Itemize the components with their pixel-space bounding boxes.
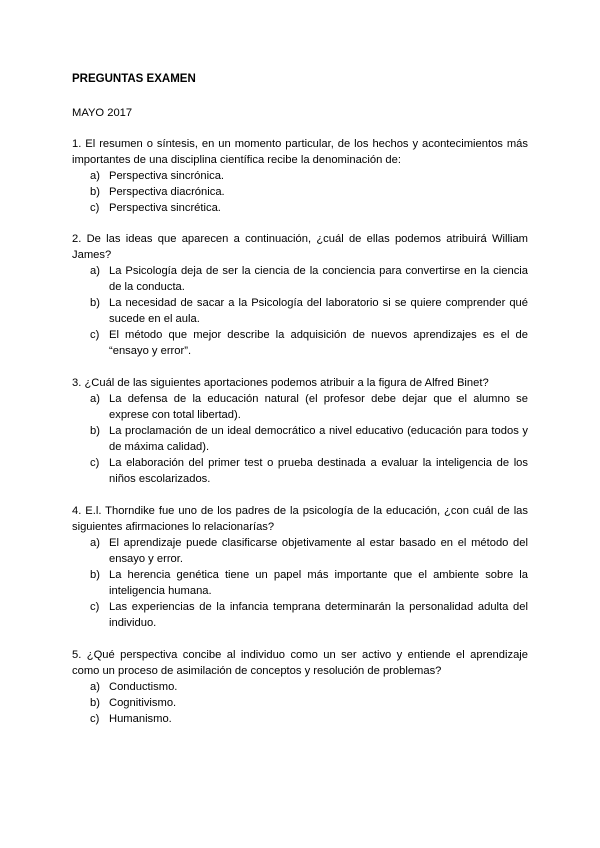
option-item <box>72 263 528 295</box>
option-letter: a) <box>90 265 100 277</box>
option-text: Las experiencias de la infancia temprana determinarán la personalidad adulta del individuo. <box>109 601 528 629</box>
question-2 <box>72 231 528 359</box>
option-item <box>72 679 528 695</box>
option-letter: c) <box>90 713 100 725</box>
option-text: Perspectiva sincrónica. <box>109 170 225 182</box>
question-text: 1. El resumen o síntesis, en un momento particular, de los hechos y acontecimientos más importantes de una disciplina científica recibe la denominación de: <box>72 138 528 166</box>
option-item <box>72 455 528 487</box>
option-list <box>72 263 528 359</box>
option-list <box>72 168 528 216</box>
option-text: Perspectiva diacrónica. <box>109 186 225 198</box>
option-letter: b) <box>90 425 100 437</box>
question-3 <box>72 375 528 487</box>
question-text: 3. ¿Cuál de las siguientes aportaciones podemos atribuir a la figura de Alfred Binet? <box>72 377 489 389</box>
option-letter: a) <box>90 393 100 405</box>
option-item <box>72 567 528 599</box>
option-letter: b) <box>90 297 100 309</box>
option-item <box>72 327 528 359</box>
option-item <box>72 391 528 423</box>
option-list <box>72 391 528 487</box>
option-text: Perspectiva sincrética. <box>109 202 221 214</box>
option-letter: a) <box>90 537 100 549</box>
question-5 <box>72 647 528 727</box>
option-text: La defensa de la educación natural (el profesor debe dejar que el alumno se exprese con total libertad). <box>109 393 528 421</box>
option-text: El método que mejor describe la adquisición de nuevos aprendizajes es el de “ensayo y error”. <box>109 329 528 357</box>
option-letter: a) <box>90 170 100 182</box>
option-letter: c) <box>90 457 100 469</box>
option-item <box>72 184 528 200</box>
option-item <box>72 295 528 327</box>
question-text: 2. De las ideas que aparecen a continuación, ¿cuál de ellas podemos atribuirá William James? <box>72 233 528 261</box>
option-letter: c) <box>90 329 100 341</box>
option-text: La necesidad de sacar a la Psicología del laboratorio si se quiere comprender qué sucede en el aula. <box>109 297 528 325</box>
option-item <box>72 168 528 184</box>
question-1 <box>72 136 528 216</box>
option-text: La proclamación de un ideal democrático a nivel educativo (educación para todos y de máxima calidad). <box>109 425 528 453</box>
document-title: PREGUNTAS EXAMEN <box>72 73 196 85</box>
question-4 <box>72 503 528 631</box>
question-text: 4. E.l. Thorndike fue uno de los padres de la psicología de la educación, ¿con cuál de las siguientes afirmaciones lo relacionarías? <box>72 505 528 533</box>
exam-date: MAYO 2017 <box>72 107 133 119</box>
option-letter: b) <box>90 697 100 709</box>
option-text: La Psicología deja de ser la ciencia de la conciencia para convertirse en la ciencia de la conducta. <box>109 265 528 293</box>
option-item <box>72 695 528 711</box>
option-text: Humanismo. <box>109 713 172 725</box>
option-letter: c) <box>90 601 100 613</box>
option-text: El aprendizaje puede clasificarse objetivamente al estar basado en el método del ensayo y error. <box>109 537 528 565</box>
option-text: Conductismo. <box>109 681 178 693</box>
option-item <box>72 535 528 567</box>
option-text: Cognitivismo. <box>109 697 177 709</box>
option-text: La elaboración del primer test o prueba destinada a evaluar la inteligencia de los niños escolarizados. <box>109 457 528 485</box>
option-text: La herencia genética tiene un papel más importante que el ambiente sobre la inteligencia humana. <box>109 569 528 597</box>
option-item <box>72 200 528 216</box>
option-letter: a) <box>90 681 100 693</box>
option-letter: b) <box>90 186 100 198</box>
option-list <box>72 535 528 631</box>
option-list <box>72 679 528 727</box>
option-item <box>72 599 528 631</box>
option-item <box>72 711 528 727</box>
option-item <box>72 423 528 455</box>
option-letter: c) <box>90 202 100 214</box>
option-letter: b) <box>90 569 100 581</box>
question-text: 5. ¿Qué perspectiva concibe al individuo como un ser activo y entiende el aprendizaje como un proceso de asimilación de conceptos y resolución de problemas? <box>72 649 528 677</box>
